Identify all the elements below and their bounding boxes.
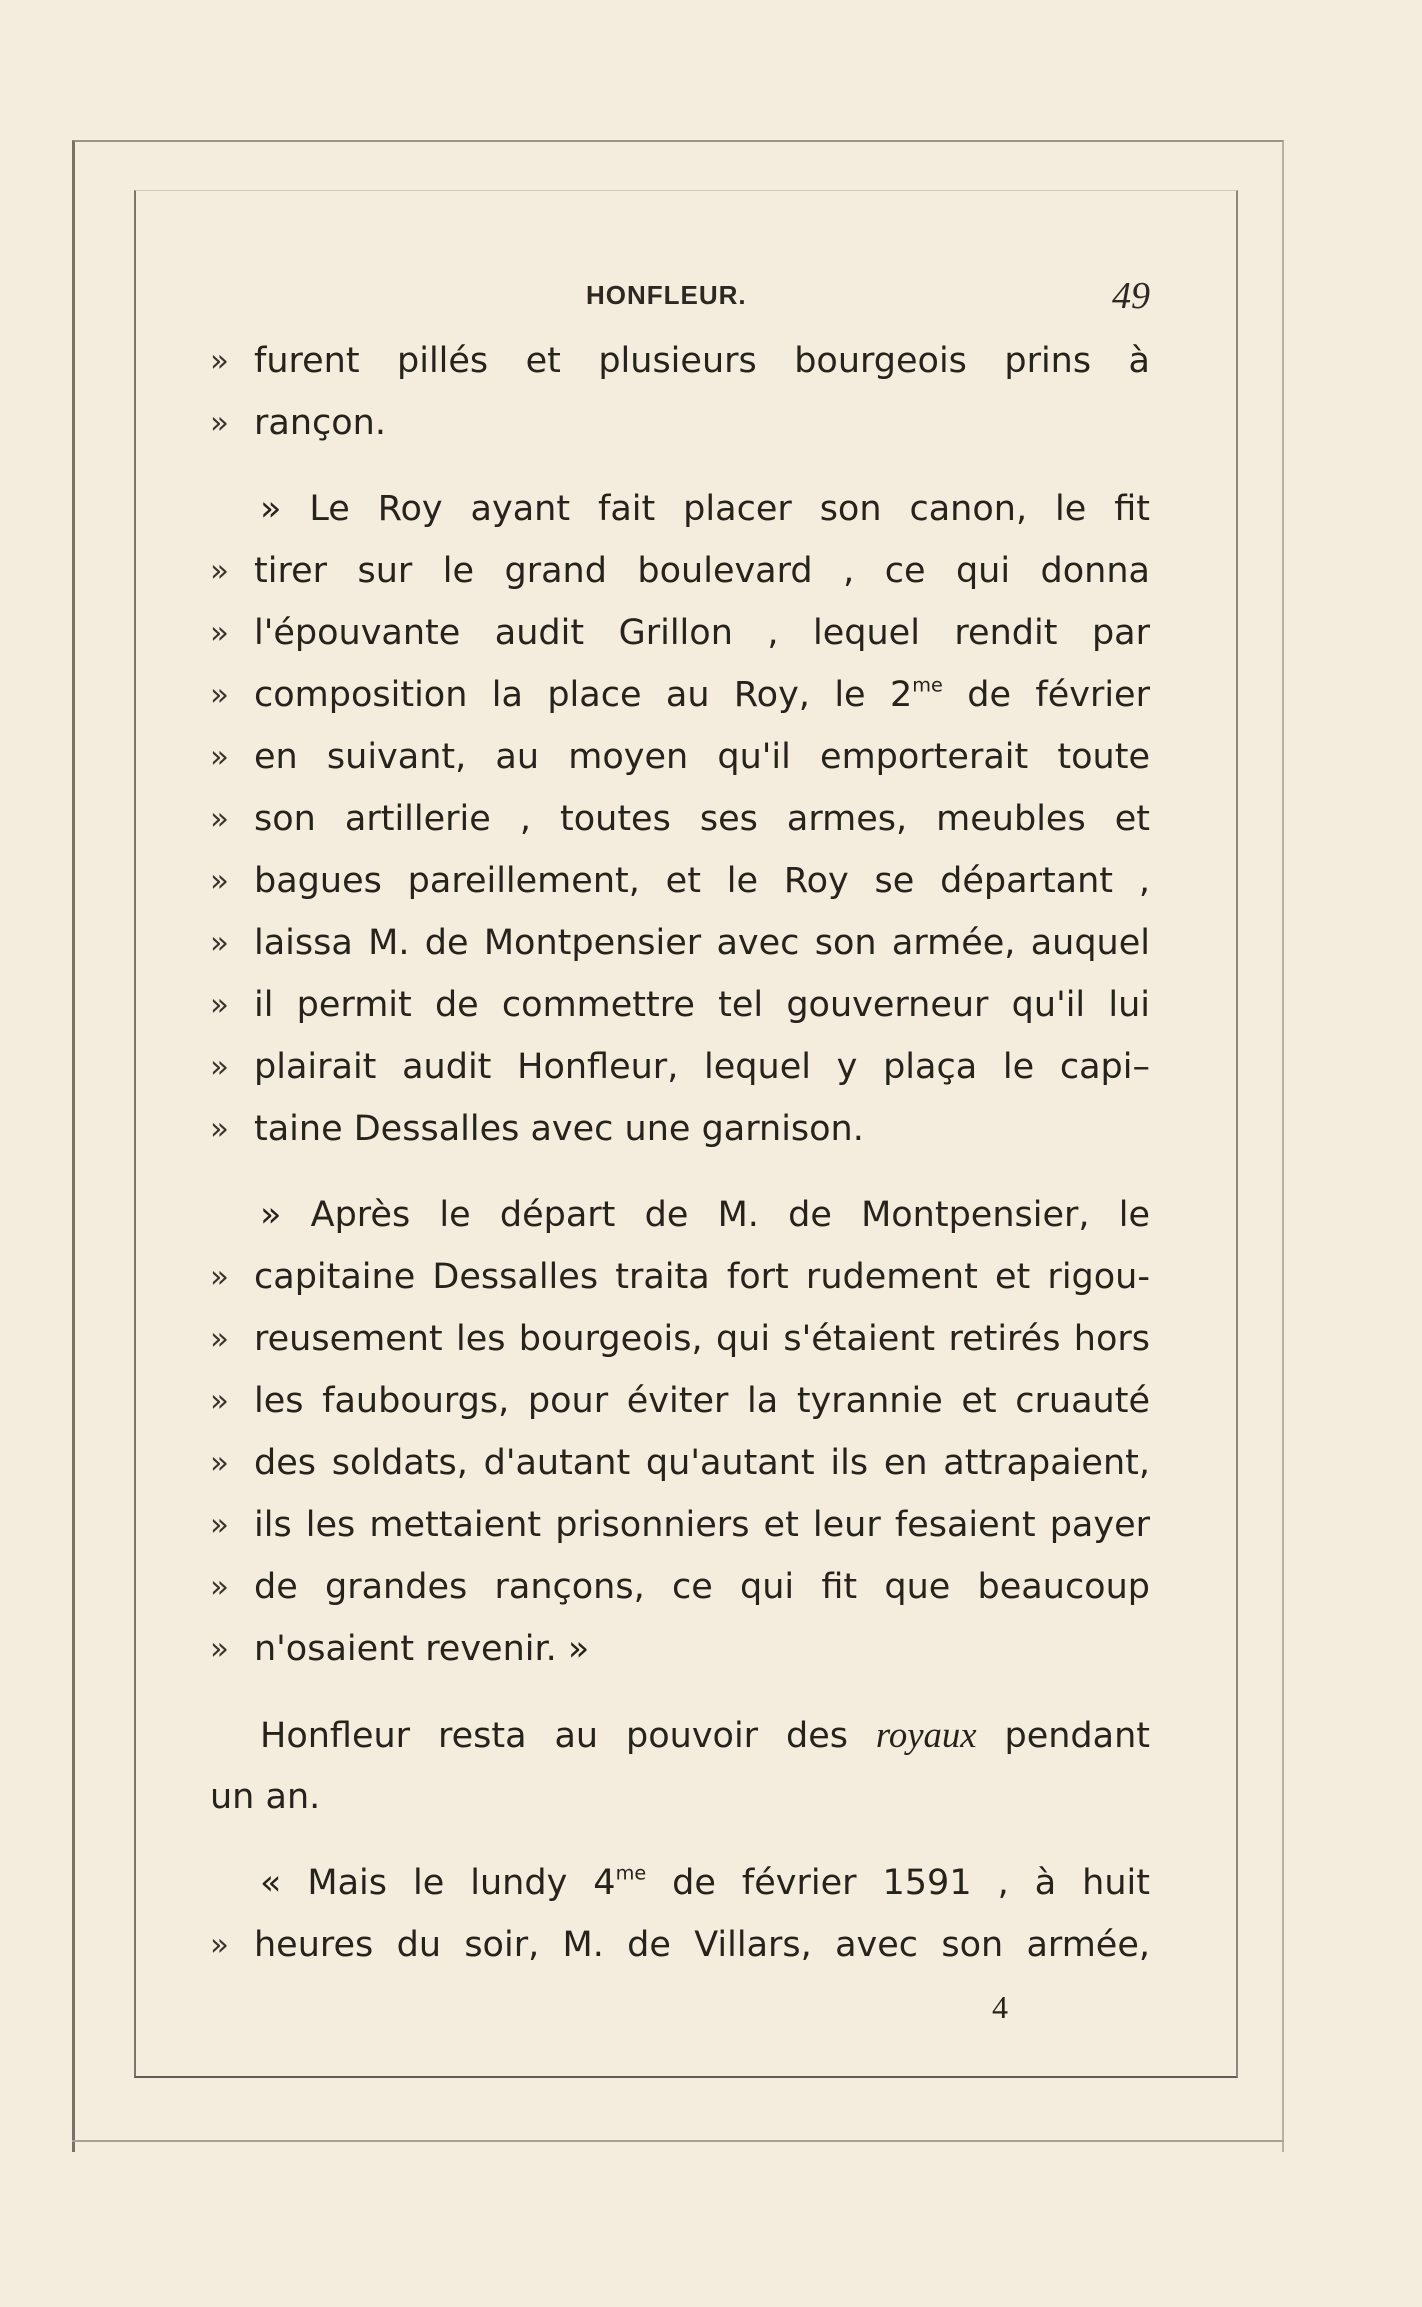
text-line: » les faubourgs, pour éviter la tyrannie et cruauté xyxy=(210,1370,1150,1432)
text-line: » de grandes rançons, ce qui fit que beaucoup xyxy=(210,1556,1150,1618)
text-line: » tirer sur le grand boulevard , ce qui donna xyxy=(210,540,1150,602)
running-head: HONFLEUR. xyxy=(586,280,747,310)
text-line: » l'épouvante audit Grillon , lequel rendit par xyxy=(210,602,1150,664)
quote-mark: » xyxy=(210,863,229,899)
quote-mark: » xyxy=(210,1507,229,1543)
page-content xyxy=(210,270,1150,2038)
text-line: » ils les mettaient prisonniers et leur fesaient payer xyxy=(210,1494,1150,1556)
text-line: » plairait audit Honfleur, lequel y plaça le capi– xyxy=(210,1036,1150,1098)
body-text xyxy=(210,330,1150,2038)
text-line: » Après le départ de M. de Montpensier, le xyxy=(260,1195,1150,1235)
quote-mark: » xyxy=(210,987,229,1023)
text-line: » son artillerie , toutes ses armes, meubles et xyxy=(210,788,1150,850)
quote-mark: » xyxy=(210,1631,229,1667)
quote-mark: » xyxy=(210,1927,229,1963)
page-number: 49 xyxy=(1112,275,1150,317)
text-line: » il permit de commettre tel gouverneur qu'il lui xyxy=(210,974,1150,1036)
quote-mark: » xyxy=(210,801,229,837)
quote-mark: » xyxy=(210,1111,229,1147)
text-line: » laissa M. de Montpensier avec son armée, auquel xyxy=(210,912,1150,974)
text-line: » bagues pareillement, et le Roy se départant , xyxy=(210,850,1150,912)
quote-mark: » xyxy=(210,1569,229,1605)
text-line: un an. xyxy=(210,1777,321,1817)
quote-mark: » xyxy=(210,1259,229,1295)
text-line: » taine Dessalles avec une garnison. xyxy=(210,1098,1150,1160)
quote-mark: » xyxy=(210,343,229,379)
quote-mark: » xyxy=(210,615,229,651)
text-line: » composition la place au Roy, le $2^{me}$ de février xyxy=(210,664,1150,726)
text-line: » capitaine Dessalles traita fort rudement et rigou- xyxy=(210,1246,1150,1308)
quote-mark: » xyxy=(210,677,229,713)
quote-mark: » xyxy=(210,925,229,961)
signature-line xyxy=(210,1976,1150,2038)
outer-bottom-rule xyxy=(72,2140,1284,2142)
text-line: » furent pillés et plusieurs bourgeois prins à xyxy=(210,330,1150,392)
quote-mark: » xyxy=(210,1321,229,1357)
quote-mark: » xyxy=(210,405,229,441)
quote-mark: » xyxy=(210,1049,229,1085)
text-line: » des soldats, d'autant qu'autant ils en attrapaient, xyxy=(210,1432,1150,1494)
text-line: » Le Roy ayant fait placer son canon, le fit xyxy=(260,489,1150,529)
quote-mark: » xyxy=(210,553,229,589)
quote-mark: » xyxy=(210,1383,229,1419)
text-line: » n'osaient revenir. » xyxy=(210,1618,1150,1680)
page-header xyxy=(210,270,1150,330)
quote-mark: » xyxy=(210,739,229,775)
text-line: » rançon. xyxy=(210,392,1150,454)
text-line: » reusement les bourgeois, qui s'étaient retirés hors xyxy=(210,1308,1150,1370)
text-line: « Mais le lundy $4^{me}$ de février 1591 , à huit xyxy=(260,1861,1150,1903)
text-line: » en suivant, au moyen qu'il emporterait toute xyxy=(210,726,1150,788)
text-line: » heures du soir, M. de Villars, avec son armée, xyxy=(210,1914,1150,1976)
text-line: Honfleur resta au pouvoir des royaux pendant xyxy=(260,1714,1150,1756)
quote-mark: » xyxy=(210,1445,229,1481)
signature-mark: 4 xyxy=(992,1989,1008,2025)
